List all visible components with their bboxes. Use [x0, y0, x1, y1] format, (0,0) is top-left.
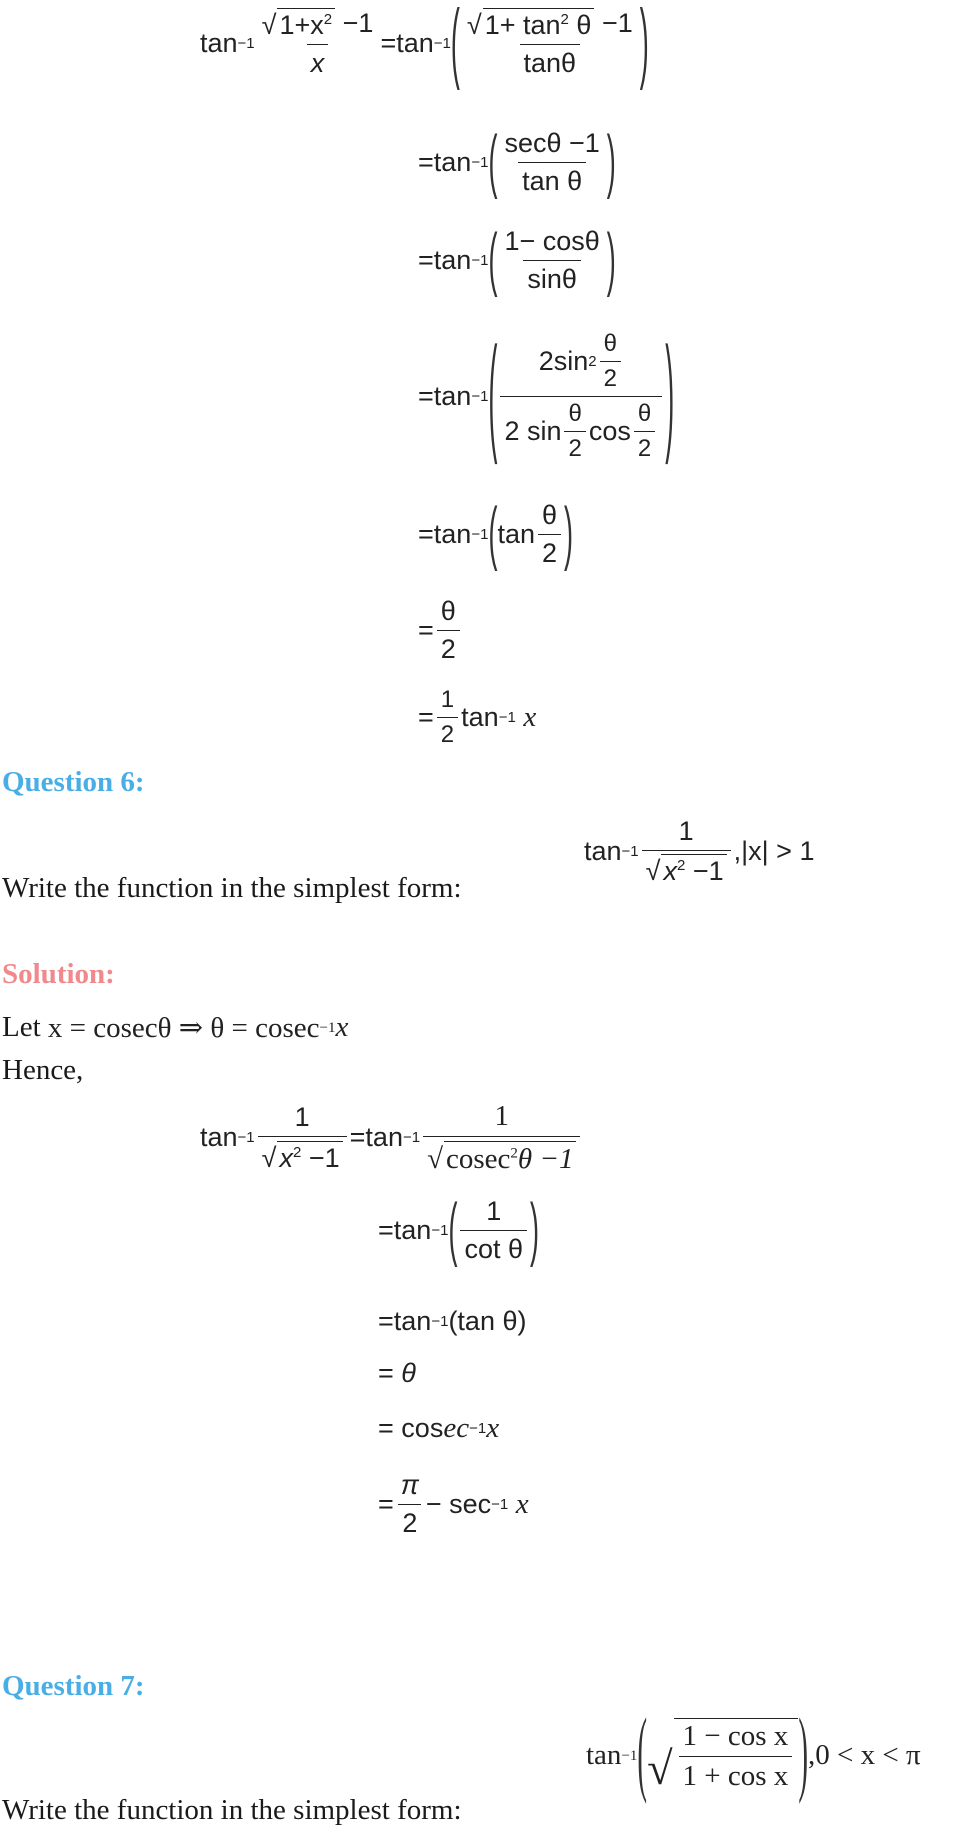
sol6-eq-line-5: = cos ec −1 x — [378, 1412, 500, 1444]
let-x: x — [335, 1011, 349, 1043]
sol6-minus-one: −1 — [308, 1142, 340, 1173]
equals-sign: = — [418, 519, 434, 549]
half-den: 2 — [564, 431, 585, 463]
q6-x: x — [663, 856, 677, 887]
r7-numerator: 1 — [440, 686, 455, 713]
sol6-r2-numerator: 1 — [486, 1196, 502, 1226]
sol6-eq-line-3: = tan −1 (tan θ) — [378, 1306, 527, 1336]
sol6-cos: cos — [401, 1413, 444, 1443]
r2-fraction — [500, 128, 603, 197]
tan-fn: tan — [200, 28, 238, 59]
right-paren: ) — [639, 0, 649, 92]
half-den: 2 — [634, 431, 655, 463]
q6-numerator: 1 — [678, 816, 694, 846]
lhs-denominator: x — [307, 44, 329, 79]
q6-minus-one: −1 — [692, 856, 724, 887]
r5-fraction — [538, 500, 561, 569]
sol6-r2-fraction — [460, 1196, 527, 1265]
r6-numerator: θ — [440, 596, 456, 626]
sol6-cosec: cosec — [446, 1142, 511, 1175]
half-num: θ — [637, 400, 652, 427]
let-label: Let — [2, 1011, 41, 1043]
r7-x: x — [523, 701, 537, 733]
tan-fn: tan — [396, 28, 434, 59]
r4-den-2sin: 2 sin — [504, 416, 562, 446]
sol6-r1-fraction: 1 √ cosec$^2$θ −1 — [423, 1100, 580, 1176]
tan-fn: tan — [393, 1215, 432, 1245]
r5-denominator: 2 — [538, 534, 561, 569]
equals-sign: = — [418, 615, 434, 645]
r4-half-angle — [564, 400, 585, 463]
r1-fraction: √ $1+ \tan^2 \theta$ −1 tanθ — [466, 8, 633, 79]
q5-eq-line-5: = tan −1 ( tan $\frac{\theta}{2}$ ) — [418, 500, 573, 569]
q7-fraction — [679, 1720, 793, 1793]
equals-sign: = — [380, 28, 397, 59]
equals-sign: = — [418, 702, 434, 732]
r2-numerator: secθ −1 — [504, 128, 600, 158]
lhs-square: 2 — [323, 11, 333, 29]
r4-half-angle — [600, 330, 621, 393]
right-paren: ) — [564, 494, 574, 573]
tan-fn: tan — [433, 381, 472, 411]
r4-den-cos: cos — [588, 416, 631, 446]
r1-num-tail: −1 — [601, 8, 633, 38]
tan-fn: tan — [433, 245, 472, 275]
sol6-r6-fraction — [397, 1470, 423, 1539]
sol6-eq-line-6: = $\frac{\pi}{2}$ − sec −1 x — [378, 1470, 529, 1538]
equals-sign: = — [378, 1489, 394, 1519]
sol6-eq-line-1: tan −1 1 √ $x^2 -1$ = tan −1 1 √ cosec$^2$θ −1 — [200, 1100, 583, 1176]
q6-square: 2 — [676, 857, 686, 875]
sol6-pi: π — [400, 1470, 419, 1500]
sol6-r2-denominator: cot θ — [460, 1230, 527, 1265]
sol6-r3-inner: (tan θ) — [448, 1306, 527, 1336]
question-6-prompt: Write the function in the simplest form: — [2, 872, 462, 904]
sol6-r1-square: 2 — [510, 1145, 518, 1162]
question-7-expression: tan −1 ( √ $\frac{\text{1 − cos x}}{\text{1 + cos x}}$ ) ,0 < x < π — [586, 1718, 921, 1793]
equals-sign: = — [349, 1122, 366, 1153]
right-paren: ) — [606, 122, 616, 201]
r3-fraction — [500, 226, 603, 295]
r7-tan: tan — [461, 702, 499, 732]
sol6-eq-line-4 — [378, 1358, 416, 1389]
q7-condition: ,0 < x < π — [807, 1739, 921, 1771]
question-6-heading: Question 6: — [2, 766, 145, 798]
equals-sign: = — [418, 147, 434, 177]
equals-sign: = — [378, 1306, 394, 1336]
left-paren: ( — [488, 494, 498, 573]
sol6-theta: θ — [401, 1358, 416, 1388]
left-paren: ( — [488, 220, 498, 299]
sol6-r6-denominator: 2 — [398, 1504, 421, 1539]
lhs-num-tail: −1 — [342, 8, 374, 38]
r4-fraction: 2sin 2 $\frac{\theta}{2}$ 2 sin $\frac{\theta}{2}$ cos $\frac{\theta}{2}$ — [500, 330, 662, 463]
q7-sqrt: √ $\frac{\text{1 − cos x}}{\text{1 + cos x}}$ — [647, 1718, 798, 1793]
sol6-x: x — [279, 1142, 293, 1173]
q5-eq-line-4: = tan −1 ( 2sin 2 $\frac{\theta}{2}$ 2 sin $\frac{\theta}{2}$ cos $\frac{\theta}{2}$ ) — [418, 330, 674, 463]
r3-denominator: sinθ — [523, 260, 581, 295]
left-paren: ( — [488, 122, 498, 201]
tan-fn: tan — [584, 836, 622, 867]
left-paren: ( — [448, 1190, 458, 1269]
sol6-eq-line-2: = tan −1 ( $\frac{1}{\text{cot θ}}$ ) — [378, 1196, 539, 1265]
let-statement: Let x = cosecθ ⇒ θ = cosec −1 x — [2, 1011, 349, 1044]
left-paren: ( — [450, 0, 460, 92]
tan-fn: tan — [393, 1306, 432, 1336]
r1-square: 2 — [560, 11, 569, 29]
sol6-r1-numerator: 1 — [494, 1100, 510, 1132]
r3-numerator: 1− cosθ — [504, 226, 600, 256]
question-7-prompt: Write the function in the simplest form: — [2, 1794, 462, 1826]
r1-sqrt-body: 1+ tan — [484, 10, 561, 41]
equals-sign: = — [378, 1215, 394, 1245]
q5-eq-line-7: = $\frac{1}{2}$ tan −1 x — [418, 686, 537, 748]
q7-denominator: 1 + cos x — [679, 1756, 793, 1793]
right-paren: ) — [798, 1701, 808, 1807]
half-den: 2 — [600, 361, 621, 393]
sol6-minus-sec: − sec — [425, 1489, 492, 1519]
r6-denominator: 2 — [437, 630, 460, 665]
q6-fraction: 1 √ $x^2 -1$ — [642, 816, 731, 887]
q6-condition: ,|x| > 1 — [733, 836, 815, 867]
sol6-lhs-numerator: 1 — [294, 1102, 310, 1133]
tan-fn: tan — [365, 1122, 403, 1153]
equals-sign: = — [418, 245, 434, 275]
left-paren: ( — [637, 1701, 648, 1807]
left-paren: ( — [488, 322, 498, 467]
q5-eq-line-2: = tan −1 ( $\frac{\sec\theta -1}{\text{tan θ}}$ ) — [418, 128, 616, 197]
right-paren: ) — [665, 322, 675, 467]
r1-denominator: tanθ — [520, 44, 581, 79]
right-paren: ) — [606, 220, 616, 299]
r2-denominator: tan θ — [518, 162, 586, 197]
q5-eq-line-1: tan −1 √ $1+x^2$ −1 x = tan −1 ( √ $1+ \tan^2 \theta$ −1 tanθ ) — [200, 8, 649, 79]
r5-tan: tan — [497, 519, 535, 549]
lhs-sqrt-body: 1+x — [279, 10, 324, 41]
sol6-x: x — [486, 1412, 500, 1444]
q7-numerator: 1 − cos x — [682, 1720, 789, 1752]
equals-sign: = — [378, 1413, 394, 1443]
equals-sign: = — [418, 381, 434, 411]
let-expression: x = cosecθ ⇒ θ = cosec — [47, 1012, 320, 1044]
sol6-r1-tail: θ −1 — [517, 1142, 574, 1175]
sol6-square: 2 — [292, 1143, 302, 1161]
r4-half-angle — [634, 400, 655, 463]
half-num: θ — [603, 330, 617, 357]
sol6-x: x — [515, 1488, 529, 1520]
r5-numerator: θ — [541, 500, 558, 530]
r7-fraction — [437, 686, 458, 749]
question-6-expression: tan −1 1 √ $x^2 -1$ ,|x| > 1 — [584, 816, 815, 887]
sol6-ec: ec — [443, 1412, 470, 1444]
sol6-lhs-fraction: 1 √ $x^2 -1$ — [258, 1102, 347, 1173]
r7-denominator: 2 — [437, 717, 458, 749]
r6-fraction — [437, 596, 460, 665]
tan-fn: tan — [433, 519, 472, 549]
tan-fn: tan — [433, 147, 472, 177]
right-paren: ) — [529, 1190, 539, 1269]
half-num: θ — [568, 400, 582, 427]
tan-fn: tan — [586, 1739, 622, 1771]
solution-heading: Solution: — [2, 958, 115, 990]
hence-label: Hence, — [2, 1054, 84, 1086]
question-7-heading: Question 7: — [2, 1670, 145, 1702]
lhs-fraction: √ $1+x^2$ −1 x — [261, 8, 374, 79]
r4-num-2sin: 2sin — [538, 346, 589, 376]
q5-eq-line-3: = tan −1 ( $\frac{1- \cos\theta}{\sin\theta}$ ) — [418, 226, 616, 295]
r1-theta: θ — [576, 10, 592, 41]
equals-sign: = — [378, 1358, 394, 1388]
tan-fn: tan — [200, 1122, 238, 1153]
q5-eq-line-6 — [418, 596, 463, 665]
